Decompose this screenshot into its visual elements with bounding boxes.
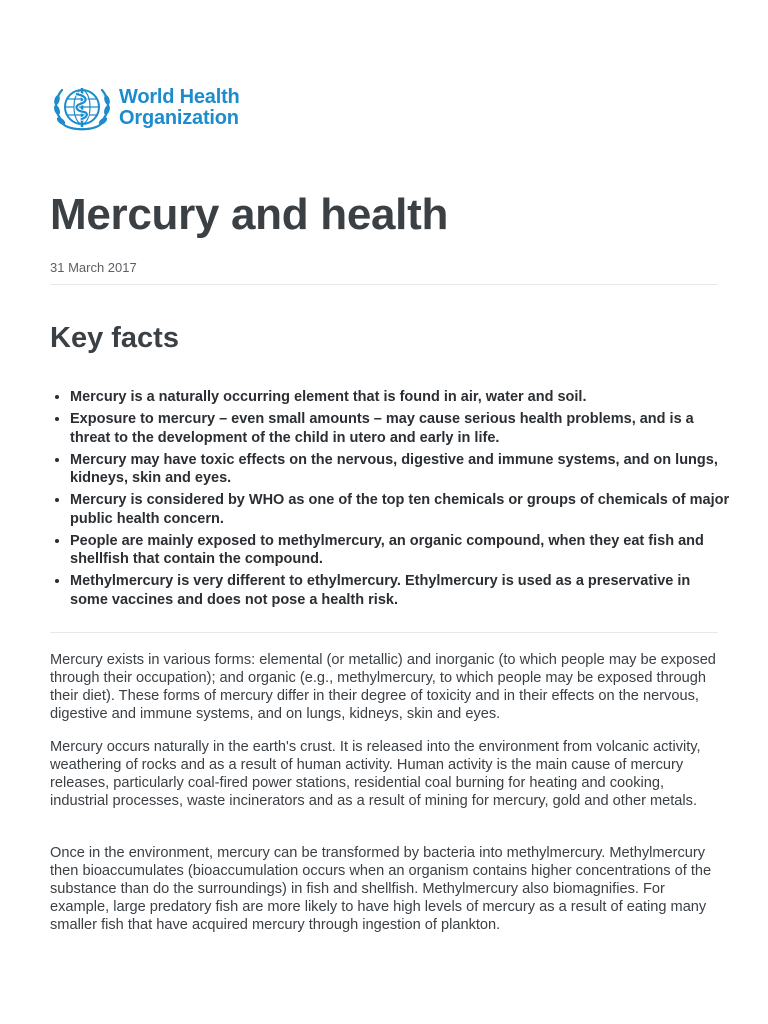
key-fact-item: • Mercury may have toxic effects on the nervous, digestive and immune systems, and on lungs, kidneys, skin and eyes. [70,451,730,488]
key-fact-item: • People are mainly exposed to methylmercury, an organic compound, when they eat fish and shellfish that contain the compound. [70,532,730,569]
key-facts-heading: Key facts [50,322,179,354]
key-fact-item: • Exposure to mercury – even small amounts – may cause serious health problems, and is a threat to the development of the child in utero and early in life. [70,410,730,447]
key-facts-list [50,388,730,613]
key-fact-item: • Mercury is a naturally occurring element that is found in air, water and soil. [70,388,730,407]
org-name-line1: World Health [119,86,240,108]
divider [50,632,718,633]
key-fact-item: • Mercury is considered by WHO as one of the top ten chemicals or groups of chemicals of major public health concern. [70,491,730,528]
who-logo[interactable] [50,80,240,136]
org-name-line2: Organization [119,107,239,129]
key-fact-item: • Methylmercury is very different to ethylmercury. Ethylmercury is used as a preservative in some vaccines and does not pose a health risk. [70,572,730,609]
page-title: Mercury and health [50,190,449,239]
who-emblem-icon [50,80,114,136]
organization-name [119,87,240,129]
divider [50,284,718,285]
body-paragraph: Once in the environment, mercury can be transformed by bacteria into methylmercury. Methylmercury then bioaccumulates (bioaccumulation occurs when an organism contains higher concentrations of the substance than do the surroundings) in fish and shellfish. Methylmercury also biomagnifies. For example, large predatory fish are more likely to have high levels of mercury as a result of eating many smaller fish that have acquired mercury through ingestion of plankton. [50,845,712,933]
publication-date: 31 March 2017 [50,260,137,275]
body-paragraph: Mercury occurs naturally in the earth's crust. It is released into the environment from volcanic activity, weathering of rocks and as a result of human activity. Human activity is the main cause of mercury releases, particularly coal-fired power stations, residential coal burning for heating and cooking, industrial processes, waste incinerators and as a result of mining for mercury, gold and other metals. [50,739,701,809]
body-paragraph: Mercury exists in various forms: elemental (or metallic) and inorganic (to which people may be exposed through their occupation); and organic (e.g., methylmercury, to which people may be exposed through their diet). These forms of mercury differ in their degree of toxicity and in their effects on the nervous, digestive and immune systems, and on lungs, kidneys, skin and eyes. [50,652,716,722]
